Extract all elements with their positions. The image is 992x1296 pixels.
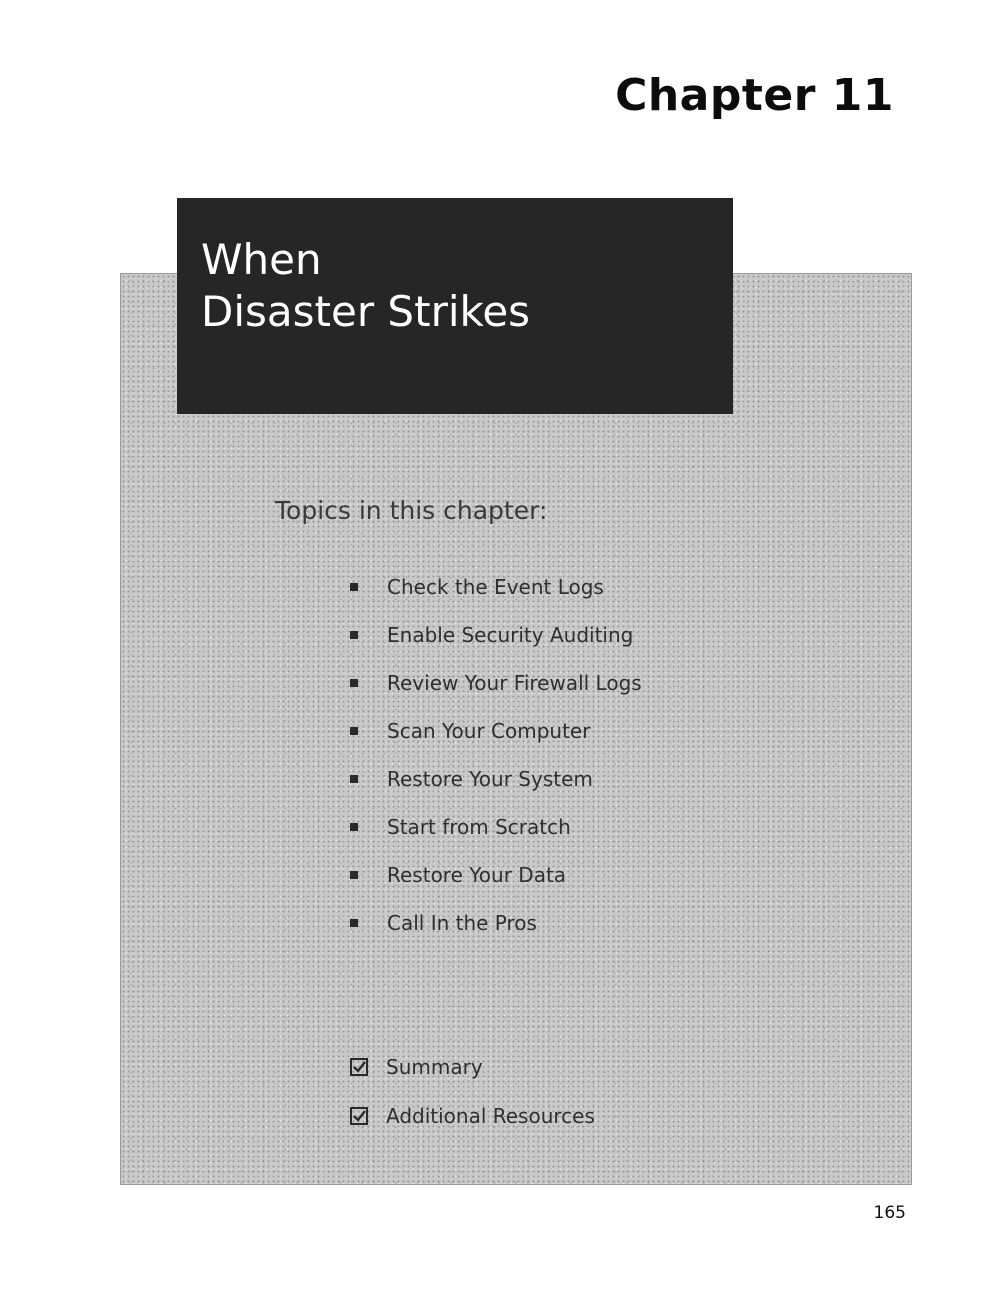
topic-label: Call In the Pros	[387, 911, 537, 935]
square-bullet-icon	[350, 919, 358, 927]
extra-item	[350, 1042, 595, 1091]
topic-item	[346, 851, 642, 899]
topic-label: Start from Scratch	[387, 815, 571, 839]
topic-label: Restore Your Data	[387, 863, 567, 887]
topic-item	[346, 803, 642, 851]
chapter-label: Chapter 11	[615, 70, 894, 121]
checked-box-icon	[350, 1058, 368, 1076]
topic-label: Review Your Firewall Logs	[387, 671, 642, 695]
topic-item	[346, 899, 642, 947]
page-number: 165	[873, 1203, 906, 1223]
topic-label: Check the Event Logs	[387, 575, 604, 599]
checked-box-icon	[350, 1107, 368, 1125]
topics-heading: Topics in this chapter:	[275, 496, 548, 525]
chapter-title-line-1: When	[201, 235, 322, 284]
topic-item	[346, 563, 642, 611]
topic-item	[346, 707, 642, 755]
topic-label: Scan Your Computer	[387, 719, 591, 743]
extra-label: Summary	[386, 1054, 483, 1079]
chapter-title-line-2: Disaster Strikes	[201, 287, 531, 336]
extra-label: Additional Resources	[386, 1103, 595, 1128]
square-bullet-icon	[350, 583, 358, 591]
square-bullet-icon	[350, 775, 358, 783]
topic-label: Restore Your System	[387, 767, 593, 791]
topics-list	[346, 563, 642, 947]
topic-item	[346, 755, 642, 803]
topic-item	[346, 659, 642, 707]
topic-label: Enable Security Auditing	[387, 623, 634, 647]
square-bullet-icon	[350, 727, 358, 735]
square-bullet-icon	[350, 631, 358, 639]
extras-list	[350, 1042, 595, 1140]
square-bullet-icon	[350, 679, 358, 687]
square-bullet-icon	[350, 823, 358, 831]
square-bullet-icon	[350, 871, 358, 879]
topic-item	[346, 611, 642, 659]
extra-item	[350, 1091, 595, 1140]
chapter-title-block	[177, 198, 733, 414]
